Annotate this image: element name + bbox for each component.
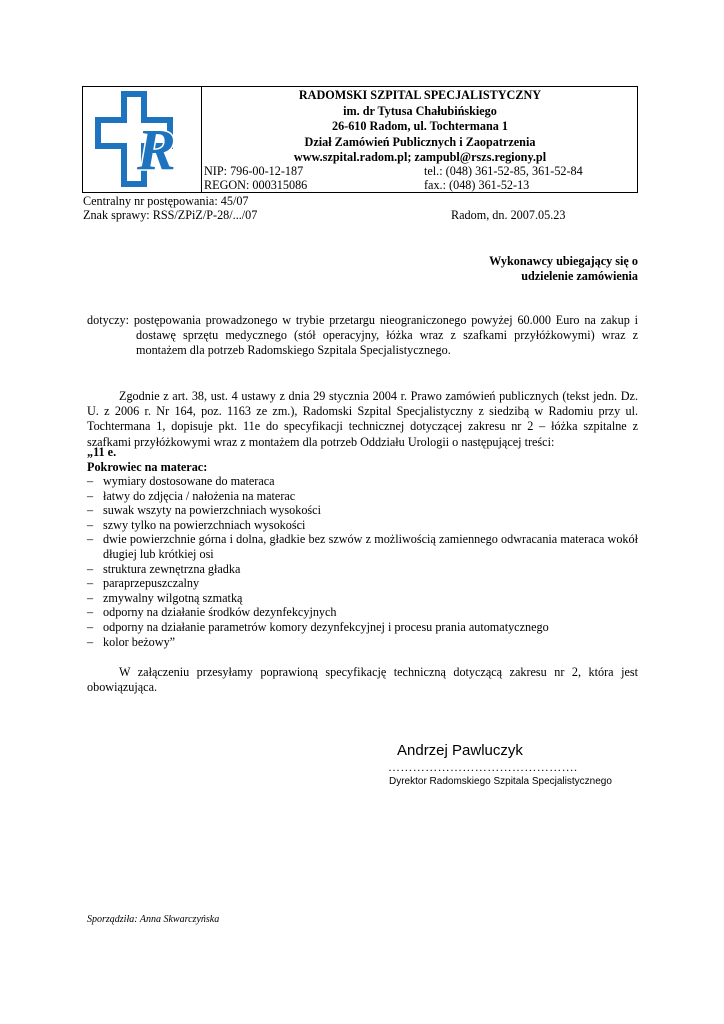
point-title: Pokrowiec na materac: xyxy=(87,460,208,474)
org-address: 26-610 Radom, ul. Tochtermana 1 xyxy=(331,119,509,133)
nip: NIP: 796-00-12-187 xyxy=(204,164,304,178)
dash-mark: – xyxy=(87,605,94,620)
list-item: – kolor beżowy” xyxy=(87,634,176,649)
org-name: RADOMSKI SZPITAL SPECJALISTYCZNY xyxy=(298,88,542,102)
organization-block xyxy=(203,87,637,166)
list-item: – łatwy do zdjęcia / nałożenia na materac xyxy=(87,488,296,503)
dash-mark: – xyxy=(87,634,94,649)
subject-text: postępowania prowadzonego w trybie przetargu nieograniczonego powyżej 60.000 Euro na zakup i dostawę sprzętu medycznego (stół operacyjny, łóżka wraz z szafkami przyłóżkowymi) wraz z montażem dla potrzeb Radomskiego Szpitala Specjalistycznego. xyxy=(133,313,639,358)
signature-title: Dyrektor Radomskiego Szpitala Specjalistycznego xyxy=(389,776,612,787)
list-item: – suwak wszyty na powierzchniach wysokości xyxy=(87,503,321,518)
addressee-line-2: udzielenie zamówienia xyxy=(521,269,638,283)
dash-mark: – xyxy=(87,576,94,591)
svg-text:R: R xyxy=(137,117,176,182)
body-paragraph-2: W załączeniu przesyłamy poprawioną specyfikację techniczną dotyczącą zakresu nr 2, która jest obowiązująca. xyxy=(87,665,638,695)
dash-mark: – xyxy=(87,488,94,503)
dash-mark: – xyxy=(87,503,94,518)
list-item: – odporny na działanie środków dezynfekcyjnych xyxy=(87,605,337,620)
org-patron: im. dr Tytusa Chałubińskiego xyxy=(343,103,497,118)
letterhead xyxy=(82,86,638,193)
phone: tel.: (048) 361-52-85, 361-52-84 xyxy=(424,164,583,178)
list-item: – szwy tylko na powierzchniach wysokości xyxy=(87,517,306,532)
signature-line: ………………………………………. xyxy=(388,760,578,774)
addressee-line-1: Wykonawcy ubiegający się o xyxy=(489,254,638,268)
hospital-cross-logo-icon xyxy=(85,89,199,190)
dash-mark: – xyxy=(87,474,94,488)
dash-mark: – xyxy=(87,590,94,605)
place-date: Radom, dn. 2007.05.23 xyxy=(451,208,566,222)
signature-name: Andrzej Pawluczyk xyxy=(397,742,523,759)
org-web-email: www.szpital.radom.pl; zampubl@rszs.regiony.pl xyxy=(293,150,547,164)
cover-requirements-list xyxy=(87,474,638,649)
subject xyxy=(87,313,638,359)
dash-mark: – xyxy=(87,517,94,532)
list-item: – odporny na działanie parametrów komory dezynfekcyjnej i procesu prania automatycznego xyxy=(87,619,549,634)
dash-mark: – xyxy=(87,619,94,634)
list-item: – zmywalny wilgotną szmatką xyxy=(87,590,243,605)
list-item: – wymiary dostosowane do materaca xyxy=(87,474,275,488)
list-item: – dwie powierzchnie górna i dolna, gładkie bez szwów z możliwością zamiennego odwracania materaca wokół długiej lub krótkiej osi xyxy=(87,532,638,561)
logo-cell xyxy=(83,87,202,192)
fax: fax.: (048) 361-52-13 xyxy=(424,178,530,192)
org-department: Dział Zamówień Publicznych i Zaopatrzenia xyxy=(304,134,536,149)
subject-label: dotyczy: xyxy=(87,313,129,327)
point-label: „11 e. xyxy=(87,445,117,459)
list-item: – paraprzepuszczalny xyxy=(87,576,200,591)
regon: REGON: 000315086 xyxy=(204,178,308,192)
dash-mark: – xyxy=(87,561,94,576)
list-item: – struktura zewnętrzna gładka xyxy=(87,561,241,576)
case-number: Znak sprawy: RSS/ZPiZ/P-28/.../07 xyxy=(83,208,258,222)
addressee xyxy=(489,254,638,284)
body-paragraph-1: Zgodnie z art. 38, ust. 4 ustawy z dnia 29 stycznia 2004 r. Prawo zamówień publicznych (tekst jedn. Dz. U. z 2006 r. Nr 164, poz. 1163 ze zm.), Radomski Szpital Specjalistyczny z siedzibą w Radomiu przy ul. Tochtermana 1, dopisuje pkt. 11e do specyfikacji technicznej dotyczącej zakresu nr 2 – łóżka szpitalne z szafkami przyłóżkowymi wraz z montażem dla potrzeb Oddziału Urologii o następującej treści: xyxy=(87,389,638,449)
dash-mark: – xyxy=(87,532,94,547)
prepared-by: Sporządziła: Anna Skwarczyńska xyxy=(87,914,220,925)
central-number: Centralny nr postępowania: 45/07 xyxy=(83,194,249,208)
